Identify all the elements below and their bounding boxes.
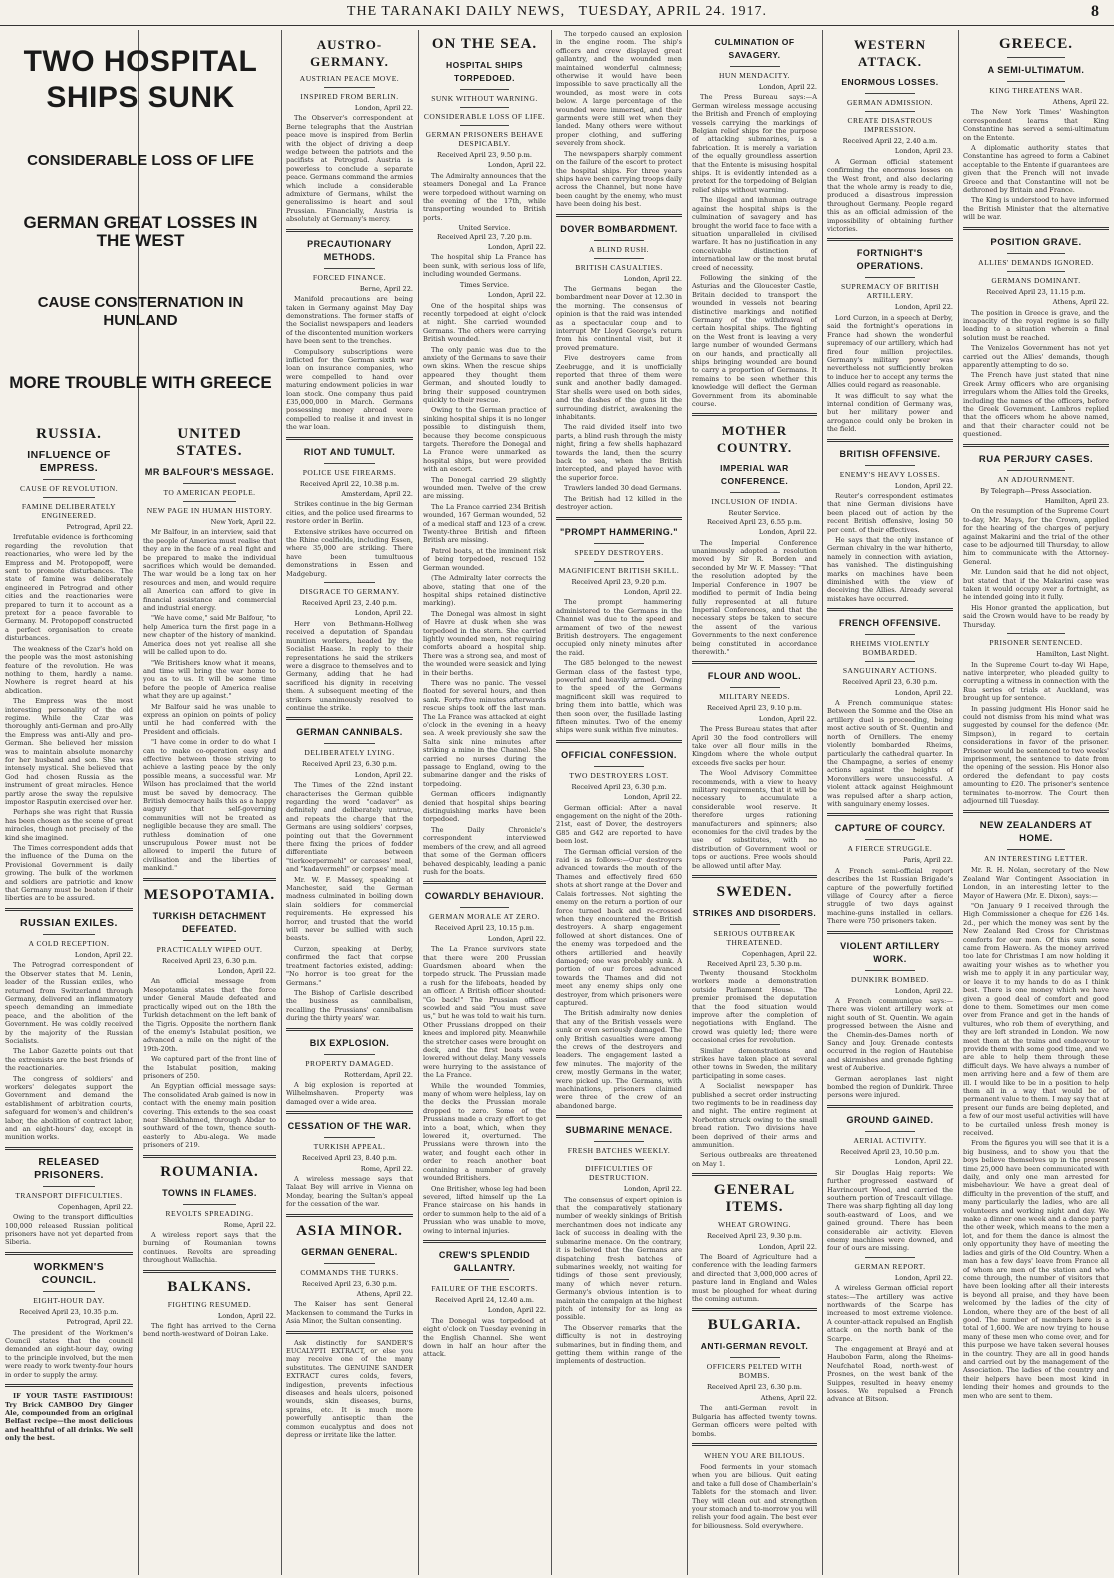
dateline: London, April 22. (217, 967, 276, 976)
subheading: A FIERCE STRUGGLE. (847, 844, 933, 854)
paper-name: THE TARANAKI DAILY NEWS, (346, 4, 566, 19)
paragraph: German official: After a naval engagement on the night of the 20th-21st, east of Dover, the destroyers G85 and G42 are reported to have been lost. (556, 803, 682, 846)
dateline: London, April 22. (894, 303, 953, 312)
subheading: A SEMI-ULTIMATUM. (987, 65, 1085, 75)
paragraph: Extensive strikes have occurred on the Rhine coalfields, including Essen, where 35,000 are striking. There have been tumultuous demonstrations in Essen and Madgeburg. (286, 527, 413, 578)
dateline: Rome, April 22. (360, 1164, 413, 1173)
gallantry-heading: CREW'S SPLENDID GALLANTRY. (438, 1249, 531, 1273)
subheading: DUNKIRK BOMBED. (851, 974, 929, 984)
us-subheading-3: NEW PAGE IN HUMAN HISTORY. (146, 506, 273, 515)
paragraph: The only panic was due to the anxiety of the Germans to save their own skins. When the rescue ships appeared they thought them German, and shouted loudly to bring their supposed countrymen quickly to their rescue. (423, 345, 546, 404)
subheading: ALLIES' DEMANDS IGNORED. (978, 257, 1094, 267)
paragraph: Strikes continue in the big German cities, and the police used firearms to restore order in Berlin. (286, 500, 413, 526)
paragraph: The New York Times' Washington correspondent learns that King Constantine has served a semi-ultimatum on the Entente. (963, 108, 1109, 142)
dateline: London, April 22. (487, 243, 546, 252)
dateline: London, April 22. (487, 291, 546, 300)
paragraph: The British had 12 killed in the destroyer action. (556, 494, 682, 512)
russia-subheading-3: FAMINE DELIBERATELY ENGINEERED. (21, 502, 117, 520)
dateline: London, April 22. (894, 481, 953, 490)
subheading: FAILURE OF THE ESCORTS. (431, 1283, 538, 1293)
paragraph: Patrol boats, at the imminent risk of being torpedoed, rescued 152 German wounded. (423, 546, 546, 572)
roumania-subheading-2: REVOLTS SPREADING. (165, 1208, 254, 1218)
dateline: Athens, April 22. (760, 1393, 817, 1402)
paragraph: The president of the Workmen's Council states that the council demanded an eight-hour day, owing to the principle involved, but the men were ready to work twenty-four hours in order to supply the army. (5, 1328, 133, 1379)
paragraph: While the wounded Tommies, many of whom were helpless, lay on the decks the Prussian morale dropped to zero. Some of the Prussians made a crazy effort to get into a boat, which, when they lowered it, overturned. The Prussians were thrown into the water, and fought each other in order to reach another boat containing a number of gravely wounded Britishers. (423, 1081, 546, 1183)
column-3 (281, 30, 418, 1575)
dateline: London, April 22. (758, 1242, 817, 1251)
paragraph: Owing to the transport difficulties 100,000 released Russian political prisoners have not yet departed from Siberia. (5, 1213, 133, 1247)
received-line: Received April 23, 7.20 p.m. (437, 232, 532, 241)
riot-heading: RIOT AND TUMULT. (303, 446, 396, 457)
column-7 (822, 30, 958, 1575)
subheading: KING THREATENS WAR. (989, 86, 1083, 95)
paragraph: The engagement at Brayé and at Haubobon Farm, along the Rheims-Neufchatel Road, north-west of Prosnes, on the west bank of the Suippes, resulted in heavy enemy losses. We repulsed a French advance at Bitson. (827, 1345, 953, 1404)
subheading: OFFICERS PELTED WITH BOMBS. (706, 1362, 803, 1381)
prisoners-subheading: TRANSPORT DIFFICULTIES. (15, 1190, 123, 1200)
balkans-subheading: FIGHTING RESUMED. (167, 1299, 252, 1309)
paragraph: Herr von Bethmann-Hollweg received a deputation of Spandau munition workers, headed by the Socialist Haase. In reply to their representations he said the strikers were a disgrace to themselves and to Germany, adding that he had sacrificed his dignity in receiving them. A subsequent meeting of the strikers unanimously resolved to continue the strike. (286, 619, 413, 712)
received-line: Received April 23, 6.30 p.m. (302, 760, 397, 769)
dateline: London, April 22. (487, 1306, 546, 1315)
dateline: Petrograd, April 22. (66, 1318, 133, 1327)
paragraph: "I have come in order to do what I can to make co-operation easy and effective between those striving to achieve a lasting peace by the only possible means, a successful war. Mr Wilson has proclaimed that the world must be saved by democracy. The British democracy hails this as a happy augury that self-governing communities will not be treated as negligible because they are small. The ruthless domination of one unscrupulous Power must not be allowed to imperil the future of civilisation and the liberties of mankind." (143, 738, 276, 873)
subheading: GERMAN GENERAL. (301, 1246, 398, 1257)
dateline: London, April 22. (758, 83, 817, 91)
sweden-heading: SWEDEN. (716, 884, 793, 901)
paragraph: The Kaiser has sent General Mackensen to command the Turks in Asia Minor, the Sultan consenting. (286, 1300, 413, 1326)
subheading: SPEEDY DESTROYERS. (574, 547, 664, 557)
paragraph: The Times of the 22nd instant characterises the German quibble regarding the word "cadaver" as definitely and deliberately untrue, and repeats the charge that the Germans are using soldiers' corpses, pointing out that the Government there fixing the prices of fodder differentiate between "tierkoerpermehl" or carcases' meal, and "kadavermehl" or corpses' meal. (286, 781, 413, 874)
paragraph: The hospital ship La France has been sunk, with serious loss of life, including wounded Germans. (423, 253, 546, 279)
subheading: SERIOUS OUTBREAK THREATENED. (713, 929, 796, 948)
paragraph: He says that the only instance of German chivalry in the war hitherto, namely in connection with aviation, has vanished. The distinguishing marks on machines have been diminished with the view of deceiving the Allies. Already several mistakes have occurred. (827, 536, 953, 603)
paragraph: Perhaps she was right that Russia has been chosen as the scene of great miracles, though not precisely of the kind she imagined. (5, 808, 133, 842)
subheading: HUN MENDACITY. (718, 71, 791, 80)
paragraph: The Petrograd correspondent of the Observer states that M. Lenin, leader of the Russian exiles, who returned from Switzerland through Germany, delivered an inflammatory speech demanding an immediate peace, and the abolition of the Government. He was coldly received by the majority of the Russian Socialists. (5, 961, 133, 1045)
cessation-heading: CESSATION OF THE WAR. (287, 1121, 412, 1132)
paragraph: The Empress was the most interesting personality of the old regime. While the Czar was thoroughly anti-German and pro-Ally the Empress was anti-Ally and pro-German. She believed her mission was to maintain absolute monarchy for her husband and son. She was intensely mystical. She believed that God had chosen Russia as the instrument of great miracles. Hence partly arose the sway the repulsive impostor Rasputin exercised over her. (5, 697, 133, 806)
headline-block (0, 30, 281, 425)
fortnight-heading: FORTNIGHT'S OPERATIONS. (856, 248, 924, 272)
column-4 (418, 30, 551, 1575)
russia-heading: RUSSIA. (36, 426, 102, 442)
received-line: Received April 23, 6.55 p.m. (707, 517, 802, 526)
council-heading: WORKMEN'S COUNCIL. (33, 1260, 105, 1286)
western-attack-heading: WESTERN ATTACK. (853, 37, 927, 69)
explosion-heading: BIX EXPLOSION. (309, 1037, 390, 1048)
dateline: Athens, April 22. (356, 1290, 413, 1298)
russia-subheading: INFLUENCE OF EMPRESS. (27, 449, 111, 474)
dateline: Rotterdam, April 22. (344, 1070, 413, 1079)
paragraph: Owing to the German practice of sinking hospital ships it is no longer possible to distinguish them, because they become conspicuous targets. Therefore the Donegal and La France were unmarked as hospital ships, but were provided with an escort. (423, 406, 546, 474)
dateline: London, April 22. (894, 688, 953, 697)
courcy-heading: CAPTURE OF COURCY. (834, 823, 946, 834)
subheading: HOSPITAL SHIPS TORPEDOED. (445, 60, 524, 83)
dateline: London, April 22. (354, 609, 413, 618)
cannibals-heading: GERMAN CANNIBALS. (296, 727, 403, 738)
cowardly-heading: COWARDLY BEHAVIOUR. (424, 891, 545, 902)
paragraph: Lord Curzon, in a speech at Derby, said the fortnight's operations in France had shown the wonderful supremacy of our artillery, which had fired four million projectiles. Germany's military power was nevertheless not sufficiently broken to induce her to accept any terms the Allies could regard as reasonable. (827, 313, 953, 390)
roumania-subheading: TOWNS IN FLAMES. (162, 1187, 257, 1198)
received-line: Received April 23, 10.50 p.m. (840, 1147, 940, 1156)
dateline: Berne, April 22. (359, 284, 413, 293)
subheading: INSPIRED FROM BERLIN. (300, 92, 399, 101)
subheading: FRESH BATCHES WEEKLY. (567, 1146, 671, 1156)
paragraph: Mr Balfour said he was unable to express an opinion on points of policy until he had conferred with the President and officials. (143, 702, 276, 736)
received-line: Received April 23, 10.35 p.m. (19, 1307, 119, 1316)
paragraph: The Admiralty announces that the steamers Donegal and La France were torpedoed without warning on the evening of the 17th, while transporting wounded to British ports. (423, 171, 546, 222)
subheading: MILITARY NEEDS. (719, 692, 790, 702)
paragraph: The Board of Agriculture had a conference with the leading farmers and directed that 3,000,000 acres of pasture land in England and Wales must be ploughed for wheat during the coming autumn. (692, 1253, 817, 1304)
paragraph: Mr. W. F. Massey, speaking at Manchester, said the German madness culminated in boiling down slain soldiers for commercial requirements. He expressed his horror, and trusted that the world will never be sullied with such beasts. (286, 875, 413, 943)
subheading: SANGUINARY ACTIONS. (842, 666, 938, 676)
paragraph: The prompt hammering administered to the Germans in the Channel was due to the speed and armament of two of the newest British destroyers. The engagement occupied only ninety minutes after the raid. (556, 598, 682, 657)
subheading: AN INTERESTING LETTER. (983, 854, 1089, 864)
dateline: London, April 22. (894, 1273, 953, 1282)
subheading: GERMAN MORALE AT ZERO. (429, 912, 540, 922)
paragraph: We captured part of the front line of the Istabulat position, making prisoners of 250. (143, 1055, 276, 1080)
russia-subheading-2: CAUSE OF REVOLUTION. (19, 484, 119, 493)
paragraph: Mr. R. H. Nolan, secretary of the New Zealand War Contingent Association in London, in an interesting letter to the Mayor of Hawera (Mr. E. Dixon), says:— (963, 866, 1109, 900)
paragraph: Manifold precautions are being taken in Germany against May Day demonstrations. The former staffs of the Socialist newspapers and leaders of the discontented munition workers have been sent to the trenches. (286, 295, 413, 346)
subheadline-hunland: CAUSE CONSTERNATION IN HUNLAND (37, 294, 244, 329)
paragraph: Irrefutable evidence is forthcoming regarding the revolution that reactionaries, who were led by the Empress and M. Protopopoff, were sent to promote disturbances. The state of famine was deliberately engineered in Petrograd and other cities and the reactionaries were prepared to turn it to account as a pretext for a peace favorable to Germany. M. Protopopoff constructed a perfect organisation to create disturbances. (5, 533, 133, 643)
paragraph: The Daily Chronicle's correspondent interviewed members of the crew, and all agreed that some of the German officers behaved despicably, leading a panic rush for the boats. (423, 825, 546, 876)
paragraph: Five destroyers came from Zeebrugge, and it is unofficially reported that three of them were sunk and another badly damaged. Star shells were used on both sides, and the dashes of the guns lit the surrounding district, awakening the inhabitants. (556, 354, 682, 422)
dateline: London, April 22. (623, 274, 682, 283)
precautionary-heading: PRECAUTIONARY METHODS. (307, 238, 392, 262)
paragraph: "On January 9 I received through the High Commissioner a cheque for £26 14s. 2d., per which the money was sent by the New Zealand Red Cross for Christmas comforts for our men. Of this sum some came from Hawera. As the money arrived too late for Christmas I am now holding it awaiting your wishes as to whether you wish me to apply it in any particular way, or leave it to my hands to do as I think best. There is one money which we have given a good deal of comfort and good done to them. Sometimes our men come over from France and get in the hands of vultures, who rob them of everything, and they are left stranded in London. We now meet them at the trains and endeavour to provide them with some good time, and we are able to help them through these difficult days. We have always a number of men arriving here and a few of them are ill. I would like to be in a position to help them all in a way that would be of permanent value to them. I may say that at present our funds are being depleted, and a few of our most useful activities will have to be curtailed unless fresh money is received. (963, 902, 1109, 1137)
dateline: Rome, April 22. (223, 1220, 276, 1229)
received-line: Received April 23, 2.40 p.m. (302, 599, 397, 608)
dateline: Athens, April 22. (1052, 298, 1109, 307)
paragraph: An official message from Mesopotamia states that the force under General Maude defeated and practically wiped out on the 18th the Turkish detachment on the left bank of the Tigris. Opposite the northern flank of the enemy's Istabulat position, we advanced a mile on the night of the 19th-20th. (143, 977, 276, 1053)
ground-gained-heading: GROUND GAINED. (846, 1114, 934, 1125)
british-offensive-heading: BRITISH OFFENSIVE. (839, 448, 941, 459)
roumania-heading: ROUMANIA. (160, 1163, 259, 1180)
paragraph: German officers indignantly denied that hospital ships bearing distinguishing marks have been torpedoed. (423, 790, 546, 824)
subheading: GERMAN PRISONERS BEHAVE DESPICABLY. (425, 130, 544, 148)
dateline: London, April 23. (894, 147, 953, 156)
subheading: SUNK WITHOUT WARNING. (431, 94, 538, 103)
paragraph: The La France survivors state that there were 200 Prussian Guardsmen aboard when the torpedo struck. The Prussian made a rush for the lifeboats, headed by an officer. A British officer shouted: "Go back!" The Prussian officer scowled and said "You must save us," but he was told to wait his turn. Other Prussians dropped on their knees and implored pity. Meanwhile the stretcher cases were brought on deck, and the first boats were lowered without delay. Many vessels were hurrying to the assistance of the La France. (423, 945, 546, 1080)
paragraph: The illegal and inhuman outrage against the hospital ships is the culmination of savagery and has brought the world face to face with a situation unparalleled in civilised warfare. It has no justification in any conceivable distinction of international law or the most brutal creed of necessity. (692, 196, 817, 272)
paragraph: The Wool Advisory Committee recommends, with a view to heavy military requirements, that it will be necessary to accumulate a considerable wool reserve. It therefore urges rationing manufacturers and spinners; also economies for the civil trades by the use of substitutes, with no distribution of Government wool or tops or auctions. Free wools should be allowed until after May. (692, 769, 817, 870)
dateline: London, April 22. (217, 1311, 276, 1320)
ad-heading: WHEN YOU ARE BILIOUS. (704, 1450, 805, 1460)
exiles-heading: RUSSIAN EXILES. (20, 916, 118, 929)
bulgaria-heading: BULGARIA. (707, 1317, 802, 1334)
subheading: A BLIND RUSH. (588, 244, 650, 254)
subheading: POLICE USE FIREARMS. (302, 467, 397, 477)
dateline: London, April 22. (758, 714, 817, 723)
paragraph: A wireless report says that the burning of Roumanian towns continues. Revolts are spreading throughout Wallachia. (143, 1231, 276, 1265)
confession-heading: OFFICIAL CONFESSION. (561, 749, 677, 760)
paragraph: The Press Bureau says:—A German wireless message accusing the British and French of employing vessels carrying the markings of Belgian relief ships for the purpose of attacking submarines, is a fabrication. It is merely a variation of the equally groundless assertion that the Entente is misusing hospital ships. It is evidently intended as a pretext for the torpedoing of Belgian relief ships without warning. (692, 93, 817, 194)
paragraph: "We Britishers know what it means, and time will bring the war home to you as to us. It will be some time before the people of America realise what they are up against." (143, 658, 276, 701)
subheading: ANTI-GERMAN REVOLT. (700, 1341, 809, 1352)
paragraph: The Germans began the bombardment near Dover at 12.30 in the morning. The consensus of opinion is that the raid was intended as a spectacular coup and to interrupt Mr Lloyd George's return from his continental visit, but it proved premature. (556, 284, 682, 352)
paragraph: The position in Greece is grave, and the incapacity of the royal regime is so fully leading to a situation wherein a final solution must be reached. (963, 308, 1109, 342)
paragraph: The consensus of expert opinion is that the comparatively stationary number of weekly sinkings of British merchantmen does not indicate any lack of success in dealing with the submarine menace. On the contrary, it is believed that the Germans are dispatching fresh batches of submarines weekly, not waiting for tidings of those sent previously, many of which never return. Germany's obvious intention is to maintain the campaign at the highest pitch of intensity for as long as possible. (556, 1195, 682, 1322)
paragraph: A wireless German official report states:—The artillery was active northwards of the Scarpe has increased to most extreme violence. A counter-attack repulsed an English attack on the north bank of the Scarpe. (827, 1284, 953, 1343)
received-line: Received April 23, 10.15 p.m. (434, 924, 535, 933)
subheading: BRITISH CASUALTIES. (575, 262, 663, 272)
paragraph: A French communique states: Between the Somme and the Oise an artillery duel is proceeding, being most active south of St. Quentin and north of Ornillers. The enemy violently bombarded Rheims, particularly the cathedral quarter. In the Champagne, a series of enemy actions against the heights of Moronvillers were unsuccessful. A violent attack against Heighmount was repulsed after a sharp action, with sanguinary enemy losses. (827, 699, 953, 808)
paragraph: Mr Balfour, in an interview, said that the people of America must realise that they are in the face of a real fight and be prepared to make the individual sacrifices which would be demanded. The war would be a long tax on her resources and men, and would require all America can afford to give in financial assistance and commercial and industrial energy. (143, 528, 276, 613)
received-line: Received April 23, 6.30 p.m. (162, 956, 257, 965)
paragraph: Following the sinking of the Asturias and the Gloucester Castle, Britain decided to transport the wounded in vessels not bearing distinctive markings and notified Germany of the withdrawal of certain hospital ships. The fighting on the West front is leaving a very large number of wounded Germans on our hands, and practically all ships bringing wounded are bound to carry a proportion of Germans. It remains to be seen whether this knowledge will deflect the German Government from its abominable course. (692, 273, 817, 409)
subheading: INCLUSION OF INDIA. (711, 497, 798, 507)
paragraph: The La France carried 234 British wounded, 167 German wounded, 52 of a medical staff and 123 of a crew. Twenty-three British and fifteen British are missing. (423, 502, 546, 545)
submarine-heading: SUBMARINE MENACE. (565, 1125, 673, 1136)
service-line: Times Service. (459, 280, 510, 289)
received-line: Received April 23, 6.30 p.m. (842, 678, 938, 687)
subheading: TURKISH APPEAL. (313, 1142, 386, 1152)
dateline: Petrograd, April 22. (66, 523, 133, 531)
general-items-heading: GENERAL ITEMS. (713, 1182, 796, 1216)
paragraph: From the figures you will see that it is a big business, and to show you that the boys believe themselves up in the present time 25,000 have been communicated with daily, and only one man arrested for misbehaviour. We have a great deal of difficulty in the prevention of the stuff, and many particularly the ladies, who are all volunteers and working night and day. We make a dinner one week and a dance party the other week, which means to the men a lot, and for them the dance is almost the only opportunity they have of meeting the ladies and girls of the Old Country. When a man has a few days' leave from France all of whom are men of the station and who come through, the number of visitors that have been looking after all their interests is beyond all praise, and they have been welcomed by the ladies of the city of London, where they are of the best of all good. The number of members here is a total of 1,600. We are now trying to house many of these men who come over, and for this purpose we have taken several houses in the country. They are all in good hands and carried out by the management of the Association. The ladies of the country and their helpers have been most kind in lending their homes and grounds to the men who are sent to them. (963, 1139, 1109, 1400)
received-line: Received April 23, 6.30 p.m. (571, 782, 667, 791)
austro-germany-heading: AUSTRO-GERMANY. (310, 37, 389, 69)
paragraph: The Observer remarks that the difficulty is not in destroying submarines, but in finding them, and getting them within range of the implements of destruction. (556, 1323, 682, 1366)
subheading: AN ADJOURNMENT. (997, 474, 1075, 484)
paragraph: In passing judgment His Honor said he could not dismiss from his mind what was suggested by counsel for the defence (Mr. Simpson), in regard to certain considerations in favor of the prisoner. Prisoner would be sentenced to two weeks' imprisonment, the sentence to date from the opening of the session. His Honor also ordered the defendant to pay costs amounting to £20. The prisoner's sentence terminates to-morrow. The Court then adjourned till Tuesday. (963, 704, 1109, 805)
received-line: Received April 23, 9.20 p.m. (571, 577, 667, 586)
paragraph: His Honor granted the application, but said the Crown would have to be ready by Thursday. (963, 603, 1109, 629)
paragraph: Twenty thousand Stockholm workers made a demonstration outside Parliament House. The premier promised the deputation that the food situation would improve after the completion of negotiations with England. The crowd was quietly led; there were occasional cries for revolution. (692, 968, 817, 1045)
advertisement: Ask distinctly for SANDER'S EUCALYPTI EXTRACT, or else you may receive one of the many substitutes. The GENUINE SANDER EXTRACT cures colds, fevers, indigestion, prevents infectious diseases and heals ulcers, poisoned wounds, skin diseases, burns, sprains, etc. It is much more powerfully antiseptic than the common eucalyptus and does not depress or irritate like the latter. (286, 1338, 413, 1440)
flour-wool-heading: FLOUR AND WOOL. (707, 671, 802, 682)
paragraph: The Donegal carried 29 slightly wounded men. Twelve of the crew are missing. (423, 475, 546, 501)
subheading: COMMANDS THE TURKS. (300, 1267, 399, 1277)
paragraph: Similar demonstrations and strikes have taken place at several other towns in Sweden, the military participating in some cases. (692, 1046, 817, 1080)
savagery-heading: CULMINATION OF SAVAGERY. (714, 37, 795, 60)
received-line: Received April 23, 9.50 p.m. (437, 151, 532, 159)
main-headline: TWO HOSPITAL SHIPS SUNK (23, 45, 258, 114)
received-line: Received April 23, 6.30 p.m. (707, 1383, 802, 1392)
subheadline-greece: MORE TROUBLE WITH GREECE (9, 373, 272, 392)
paragraph: The raid divided itself into two parts, a blind rush through the misty night, firing a few shells haphazard towards the land, then the scurry back to sea, when the British intercepted, and played havoc with the superior force. (556, 423, 682, 482)
paragraph: The weakness of the Czar's hold on the people was the most astonishing feature of the revolution. He was nothing to them, hardly a name. Nowhere is regret heard at his abdication. (5, 644, 133, 695)
subheading: GERMAN ADMISSION. (846, 98, 933, 107)
column-1 (0, 420, 138, 1575)
asia-minor-heading: ASIA MINOR. (296, 1222, 403, 1239)
balkans-heading: BALKANS. (167, 1278, 252, 1295)
dateline: Hamilton, April 23. (1044, 497, 1109, 505)
received-line: Received April 23, 9.30 p.m. (707, 1232, 802, 1241)
service-line: By Telegraph—Press Association. (980, 486, 1092, 495)
paragraph: A wireless message says that Talaat Bey will arrive in Vienna on Monday, bearing the Sultan's appeal for the cessation of the war. (286, 1174, 413, 1209)
received-line: Received April 22, 2.40 a.m. (842, 137, 938, 145)
received-line: Received April 23, 6.30 p.m. (302, 1279, 397, 1288)
mother-country-heading: MOTHER COUNTRY. (716, 423, 793, 456)
us-subheading: MR BALFOUR'S MESSAGE. (144, 467, 275, 477)
us-subheading-2: TO AMERICAN PEOPLE. (163, 488, 256, 497)
received-line: Received April 23, 5.30 p.m. (707, 960, 802, 969)
dateline: London, April 22. (623, 587, 682, 596)
us-heading: UNITED STATES. (176, 426, 243, 459)
dateline: Athens, April 22. (1052, 98, 1109, 106)
received-line: Received April 23, 11.15 p.m. (986, 287, 1086, 296)
nz-at-home-heading: NEW ZEALANDERS AT HOME. (979, 820, 1093, 845)
subheading: CONSIDERABLE LOSS OF LIFE. (423, 112, 546, 121)
column-5 (551, 30, 687, 1575)
masthead (0, 0, 1114, 26)
paragraph: The British admiralty now denies that any of the British vessels were sunk or even seriously damaged. The only British casualties were among the crews of the destroyers and leaders. The engagement lasted a few minutes. The majority of the crew, mostly Germans in the water, were picked up. The Germans, with machinations, prisoners claimed were three of the crew of an abandoned barge. (556, 1009, 682, 1110)
paragraph: A French semi-official report describes the 1st Russian Brigade's capture of the powerfully fortified village of Courcy after a fierce struggle of two days against machine-guns installed in cellars. There were 750 prisoners taken. (827, 866, 953, 926)
dateline: London, April 22. (354, 104, 413, 112)
paragraph: A Socialist newspaper has published a secret order instructing two regiments to be in readiness day and night. The entire regiment at Norbotten struck owing to the small bread ration. Two divisions have been deprived of their arms and ammunition. (692, 1082, 817, 1149)
subheading: TWO DESTROYERS LOST. (569, 770, 669, 780)
subheading: DELIBERATELY LYING. (304, 748, 395, 758)
mesopotamia-heading: MESOPOTAMIA. (143, 886, 276, 903)
dateline: London, April 22. (758, 528, 817, 537)
dateline: Paris, April 22. (903, 856, 953, 865)
dateline: London, April 22. (894, 986, 953, 995)
paragraph: Reuter's correspondent estimates that nine German divisions have been placed out of action by the recent British offensive, losing 50 per cent. of their effectives. (827, 491, 953, 534)
issue-date: TUESDAY, APRIL 24. 1917. (578, 4, 768, 19)
page-number: 8 (1091, 3, 1100, 20)
dateline: London, April 22. (623, 1185, 682, 1194)
paragraph: One Britisher, whose leg had been severed, lifted himself up the La France staircase on his hands in order to summon help to the aid of a Prussian who was unable to move, owing to internal injuries. (423, 1184, 547, 1235)
german-report-heading: GERMAN REPORT. (854, 1261, 926, 1271)
mesopotamia-subheading: TURKISH DETACHMENT DEFEATED. (152, 910, 267, 934)
dateline: New York, April 22. (210, 518, 276, 526)
paragraph: The French have just stated that nine Greek Army officers who are organising irregulars whom the Allies told the Greeks, including the names of the officers, before the Greek Government. Lambros replied that the officers whom he above named, and that their character could not be questioned. (963, 371, 1109, 439)
paragraph: Serious outbreaks are threatened on May 1. (692, 1151, 817, 1168)
paragraph: The German official version of the raid is as follows:—Our destroyers advanced towards the mouth of the Thames and effectively fired 650 shots at short range at the Dover and Calais fortresses. Not sighting the enemy on the return a portion of our force turned back and re-crossed when they encountered the British destroyers. A sharp engagement followed at short distances. One of the enemy was torpedoed and the others artilleried and heavily damaged; one was probably sunk. A portion of our forces advanced towards the Thames and did not meet any enemy ships only one destroyer, from which prisoners were captured. (556, 847, 682, 1007)
dateline: Amsterdam, April 22. (341, 490, 413, 498)
on-the-sea-heading: ON THE SEA. (431, 36, 538, 52)
paragraph: A German official statement confirming the enormous losses on the West front, and also declaring that the whole army is ready to die, produced a disastrous impression throughout Germany. People regard this as an official admission of the impossibility of obtaining further victories. (827, 157, 953, 234)
paragraph: Compulsory subscriptions were inflicted for the German sixth war loan on insurance companies, who were compelled to hand over maturing endowment policies in war loan stock. One company thus paid £35,000,000 in March. Germans possessing money abroad were compelled to realise it and invest in the war loan. (286, 347, 413, 432)
paragraph: One of the hospital ships was recently torpedoed at eight o'clock at night. She carried wounded Germans. The others were carrying British wounded. (423, 301, 546, 344)
council-subheading: EIGHT-HOUR DAY. (33, 1295, 105, 1305)
advertisement: IF YOUR TASTE FASTIDIOUS! Try Brick CAMBOO Dry Ginger Ale, compounded from an original Belfast recipe—the most delicious and healthful of all drinks. We sell only the best. (5, 1392, 133, 1443)
dateline: London, April 22. (74, 950, 133, 959)
exiles-subheading: A COLD RECEPTION. (28, 938, 110, 948)
column-6 (687, 30, 822, 1575)
paragraph: The Donegal was almost in sight of Havre at dusk when she was torpedoed in the stern. She carried lightly wounded men, not requiring comforts aboard a hospital ship. There was a strong sea, and most of the wounded were seasick and lying in their berths. (423, 609, 546, 677)
paragraph: A big explosion is reported at Wilhelmshaven. Property was damaged over a wide area. (286, 1080, 413, 1106)
paragraph: The Times correspondent adds that the influence of the Duma on the Provisional Government is daily growing. The bulk of the workmen and soldiers are patriotic and know that Germany must be beaten if their liberties are to be assured. (5, 844, 133, 903)
subheading: AUSTRIAN PEACE MOVE. (299, 74, 400, 83)
paragraph: The congress of soldiers' and workers' delegates support the Government and demand the establishment of arbitration courts, safeguard for women's and children's labor, the abolition of contract labor, and an eight-hours' day, except in munition works. (5, 1074, 133, 1142)
subheading: IMPERIAL WAR CONFERENCE. (720, 463, 789, 487)
position-grave-heading: POSITION GRAVE. (990, 236, 1082, 248)
subheading: ENORMOUS LOSSES. (841, 77, 939, 87)
subheading: MAGNIFICENT BRITISH SKILL. (558, 565, 680, 575)
received-line: Received April 22, 10.38 p.m. (299, 479, 400, 488)
subheading: ENEMY'S HEAVY LOSSES. (839, 469, 941, 479)
french-offensive-heading: FRENCH OFFENSIVE. (838, 618, 941, 629)
received-line: Received April 23, 8.40 p.m. (302, 1154, 397, 1163)
paragraph: A French communique says:—There was violent artillery work at night south of St. Quentin. We again progressed between the Aisne and the Chemin-des-Dames north of Sancy and Jouy. Grenade contests occurred in the region of Hautebise and skirmishes and grenade fighting west of Auberive. (827, 997, 953, 1073)
paragraph: The Labor Gazette points out that the extremists are the best friends of the reactionaries. (5, 1047, 133, 1073)
paragraph: The fight has arrived to the Cerna bend north-westward of Doiran Lake. (143, 1322, 276, 1339)
subheading: CREATE DISASTROUS IMPRESSION. (847, 116, 933, 134)
column-8 (958, 30, 1114, 1575)
paragraph: A diplomatic authority states that Constantine has agreed to form a Cabinet acceptable to the Entente if guarantees are given that the French will not invade Greece and that Constantine will not be dethroned by Britain and France. (963, 144, 1109, 195)
paragraph: There was no panic. The vessel floated for several hours, and then sank. Forty-five minutes afterwards rescue ships took off the last man. The La France was attacked at eight o'clock in the evening in a heavy sea. A week previously she saw the Salta sink nine minutes after striking a mine in the Channel. She carried no nurses during the passage to England, owing to the submarine danger and the risks of torpedoing. (423, 678, 546, 788)
dateline: London, April 22. (354, 770, 413, 779)
subheading: PRISONER SENTENCED. (989, 638, 1083, 648)
paragraph: The King is understood to have informed the British Minister that the alternative will be war. (963, 196, 1109, 222)
dateline: Copenhagen, April 22. (741, 950, 817, 959)
artillery-heading: VIOLENT ARTILLERY WORK. (840, 940, 940, 964)
paragraph: "We have come," said Mr Balfour, "to help America turn the first page in a new chapter of the history of mankind. America does not yet realise all she will be called upon to do. (143, 614, 276, 657)
subheading: STRIKES AND DISORDERS. (692, 908, 817, 919)
column-2 (138, 420, 281, 1575)
paragraph: Trawlers landed 30 dead Germans. (564, 484, 682, 493)
dateline: Hamilton, Last Night. (1036, 650, 1109, 659)
dateline: London, April 22. (487, 934, 546, 943)
received-line: Received April 24, 12.40 a.m. (435, 1295, 534, 1304)
subheading: PROPERTY DAMAGED. (305, 1058, 394, 1068)
subheadline-west: GERMAN GREAT LOSSES IN THE WEST (23, 213, 258, 250)
subheading: DISGRACE TO GERMANY. (299, 587, 400, 597)
paragraph: On the resumption of the Supreme Court to-day, Mr. Mays, for the Crown, applied for the hearing of the charges of perjury against Makarini and the trial of the other case to be adjourned till Thursday, to allow him to communicate with the Attorney-General. (963, 507, 1109, 566)
subheadline-loss: CONSIDERABLE LOSS OF LIFE (27, 152, 254, 169)
paragraph: The Observer's correspondent at Berne telegraphs that the Austrian peace move is inspired from Berlin with the object of driving a deep wedge between the patriots and the pacifists at Petrograd. Austria is powerless to conclude a separate peace. Germans command the armies which include a considerable admixture of Germans, whilst the generalissimo is heart and soul Prussian. Financially, Austria is absolutely at Germany's mercy. (286, 114, 413, 224)
prisoners-heading: RELEASED PRISONERS. (34, 1155, 104, 1181)
paragraph: The anti-German revolt in Bulgaria has affected twenty towns. German officers were pelted with bombs. (692, 1404, 817, 1438)
paragraph: The Imperial Conference unanimously adopted a resolution moved by Sir R. Borden and seconded by Mr W. F. Massey: "That the resolution adopted by the Imperial Conference in 1907 be modified to permit of India being fully represented at all future Imperial Conferences, and that the necessary steps be taken to secure the assent of the various Governments to the next conference being constituted in accordance therewith." (692, 538, 817, 656)
service-line: United Service. (458, 224, 511, 233)
subheading: WHEAT GROWING. (717, 1220, 792, 1230)
paragraph: The G85 belonged to the newest German class of the fastest type, powerful and heavily armed. Owing to the speed of the Germans magnificent skill was required to bring them into battle, which was then soon over, the fusillade lasting fifteen minutes. Two of the enemy ships were sunk within five minutes. (556, 659, 682, 735)
dover-heading: DOVER BOMBARDMENT. (560, 223, 678, 234)
paragraph: An Egyptian official message says: The consolidated Arab gained is now in contact with the enemy main position covering. This extends to the sea coast near Sheikhahmed, through Abdar to southward of the town, thence south-easterly to Abu-alega. We made prisoners of 219. (143, 1082, 276, 1150)
greece-heading: GREECE. (998, 36, 1074, 52)
hammering-heading: "PROMPT HAMMERING." (559, 526, 679, 537)
subheading: SUPREMACY OF BRITISH ARTILLERY. (840, 282, 940, 301)
subheading: AERIAL ACTIVITY. (853, 1135, 927, 1145)
paragraph: It was difficult to say what the internal condition of Germany was, but her military power and arrogance could only be broken in the field. (827, 391, 953, 434)
paragraph: Sir Douglas Haig reports: We further progressed eastward of Havrincourt Wood, and carried the southern portion of Trescault village. There was sharp fighting all day long south-eastward of Loos, and we gained ground. There has been considerable air activity. Eleven enemy machines were downed, and four of ours are missing. (827, 1168, 953, 1253)
perjury-heading: RUA PERJURY CASES. (978, 453, 1094, 465)
advertisement: Food ferments in your stomach when you are bilious. Quit eating and take a full dose of Chamberlain's Tablets for the stomach and liver. They will clean out and strengthen your stomach and to-morrow you will relish your food again. The best ever for biliousness. Sold everywhere. (692, 1462, 817, 1530)
paragraph: Curzon, speaking at Derby, confirmed the fact that corpse treatment factories existed, adding: "No horror is too great for the Germans." (286, 944, 413, 987)
dateline: London, April 22. (487, 161, 546, 170)
paragraph: (The Admiralty later corrects the above, stating that one of the hospital ships retained distinctive marking). (423, 574, 546, 608)
paragraph: The Press Bureau states that after April 30 the food controllers will take over all flour mills in the Kingdom where the whole output exceeds five sacks per hour. (692, 725, 817, 767)
paragraph: The newspapers sharply comment on the failure of the escort to protect the hospital ships. For three years ships have been carrying troops daily across the Channel, but none have been caught by the enemy, who must have been doing his best. (556, 149, 682, 209)
paragraph: Mr. Lundon said that he did not object, but stated that if the Makarini case was taken it would occupy over a fortnight, as he intended going into it fully. (963, 568, 1109, 602)
service-line: Reuter Service. (728, 509, 781, 518)
dateline: Copenhagen, April 22. (57, 1202, 133, 1211)
received-line: Received April 23, 9.10 p.m. (707, 704, 802, 713)
paragraph: The Bishop of Carlisle described the business as cannibalism, recalling the Prussians' cannibalism during the thirty years' war. (286, 988, 413, 1023)
dateline: London, April 22. (894, 1158, 953, 1167)
paragraph: German aeroplanes last night bombed the region of Dunkirk. Three persons were injured. (827, 1074, 953, 1100)
paragraph: The Donegal was torpedoed at eight o'clock on Tuesday evening in the English Channel. She went down in half an hour after the attack. (423, 1316, 546, 1359)
subheading: FORCED FINANCE. (312, 272, 387, 282)
subheading: DIFFICULTIES OF DESTRUCTION. (585, 1164, 653, 1183)
mesopotamia-subheading-2: PRACTICALLY WIPED OUT. (156, 944, 263, 954)
dateline: London, April 22. (623, 793, 682, 802)
paragraph: In the Supreme Court to-day Wi Hape, native interpreter, who pleaded guilty to corrupting a witness in connection with the Rua series of trials at Auckland, was brought up for sentence. (963, 660, 1110, 703)
subheading: GERMANS DOMINANT. (991, 275, 1081, 285)
paragraph: The Venizelos Government has not yet carried out the Allies' demands, though apparently attempting to do so. (963, 344, 1109, 369)
subheading: RHEIMS VIOLENTLY BOMBARDED. (850, 639, 930, 658)
paragraph: The torpedo caused an explosion in the engine room. The ship's officers and crew displayed great gallantry, and the wounded men maintained wonderful calmness; otherwise it would have been impossible to save practically all the wounded, as most were in cots below. A large percentage of the wounded were immersed, and their garments were still wet when they landed. Many others were without proper clothing, and suffering severely from shock. (556, 30, 682, 148)
